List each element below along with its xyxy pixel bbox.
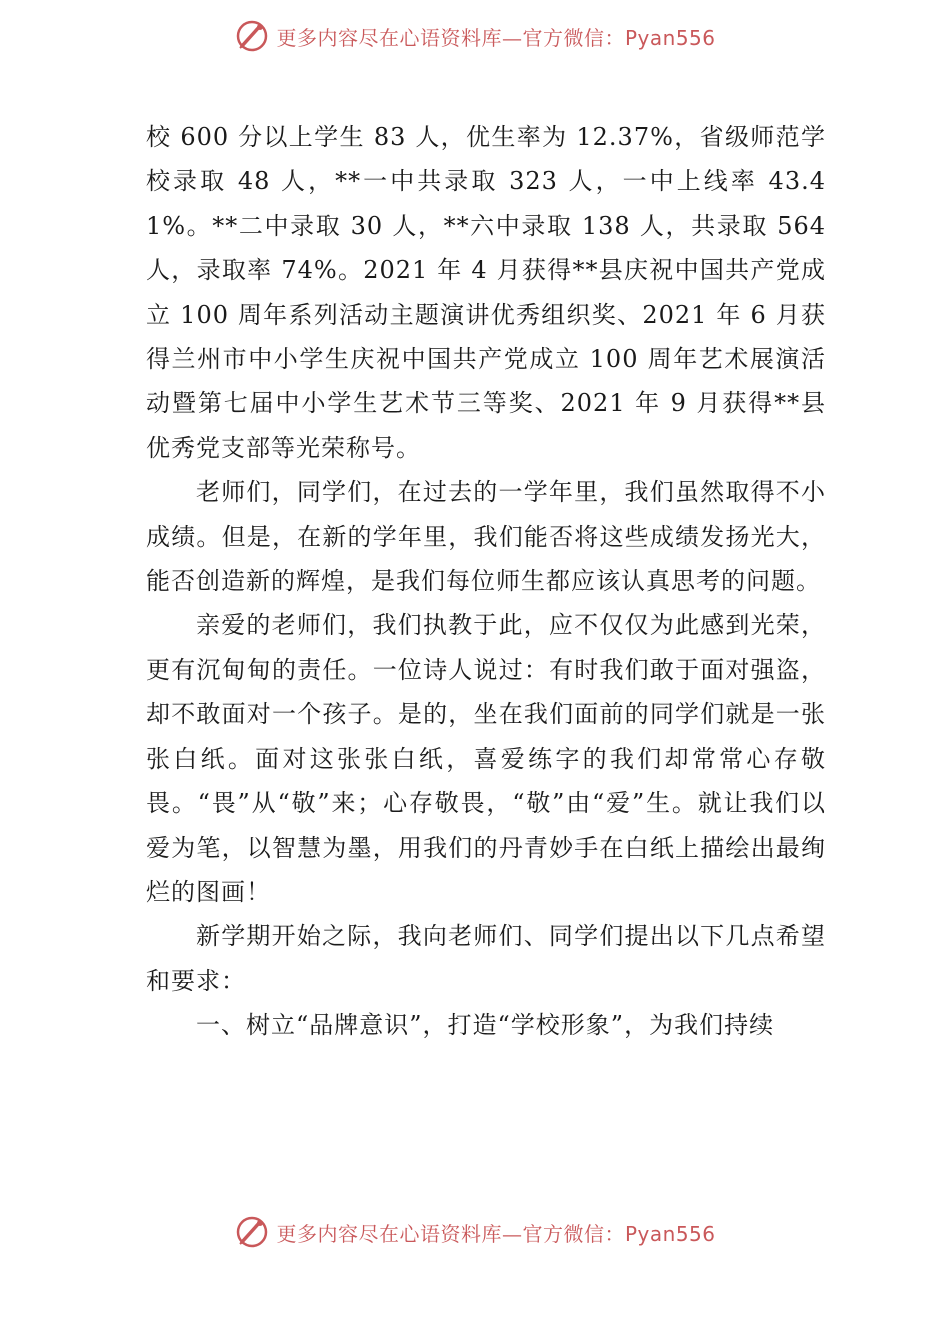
- document-body: [146, 115, 826, 1048]
- header-separator: —: [501, 25, 523, 50]
- footer-banner-text: [276, 1218, 715, 1247]
- paragraph-teachers-responsibility: 亲爱的老师们，我们执教于此，应不仅仅为此感到光荣，更有沉甸甸的责任。一位诗人说过：有时我们敢于面对强盗，却不敢面对一个孩子。是的，坐在我们面前的同学们就是一张张白纸。面对这张张白纸，喜爱练字的我们却常常心存敬畏。“畏”从“敬”来；心存敬畏，“敬”由“爱”生。就让我们以爱为笔，以智慧为墨，用我们的丹青妙手在白纸上描绘出最绚烂的图画！: [146, 611, 826, 906]
- header-wechat-id: Pyan556: [624, 25, 716, 50]
- paragraph-address-teachers-students: 老师们，同学们，在过去的一学年里，我们虽然取得不小成绩。但是，在新的学年里，我们能否将这些成绩发扬光大，能否创造新的辉煌，是我们每位师生都应该认真思考的问题。: [146, 478, 826, 596]
- paragraph-achievements: 校 600 分以上学生 83 人，优生率为 12.37%，省级师范学校录取 48 人，**一中共录取 323 人，一中上线率 43.41%。**二中录取 30 人，**六中录取 138 人，共录取 564 人，录取率 74%。2021 年 4 月获得**县庆祝中国共产党成立 100 周年系列活动主题演讲优秀组织奖、2021 年 6 月获得兰州市中小学生庆祝中国共产党成立 100 周年艺术展演活动暨第七届中小学生艺术节三等奖、2021 年 9 月获得**县优秀党支部等光荣称号。: [146, 123, 826, 462]
- paragraph-new-semester-hopes: 新学期开始之际，我向老师们、同学们提出以下几点希望和要求：: [146, 922, 826, 995]
- footer-site-text: 更多内容尽在心语资料库: [276, 1221, 502, 1246]
- header-site-text: 更多内容尽在心语资料库: [276, 25, 502, 50]
- header-wechat-label: 官方微信：: [522, 25, 625, 50]
- header-banner: [0, 16, 950, 56]
- footer-separator: —: [501, 1221, 523, 1246]
- brush-pen-logo-icon: [234, 1214, 270, 1250]
- paragraph-point-one: 一、树立“品牌意识”，打造“学校形象”，为我们持续: [196, 1011, 775, 1040]
- brush-pen-logo-icon: [234, 18, 270, 54]
- footer-banner: [0, 1212, 950, 1252]
- footer-wechat-label: 官方微信：: [522, 1221, 625, 1246]
- footer-wechat-id: Pyan556: [624, 1221, 716, 1246]
- header-banner-text: [276, 22, 715, 51]
